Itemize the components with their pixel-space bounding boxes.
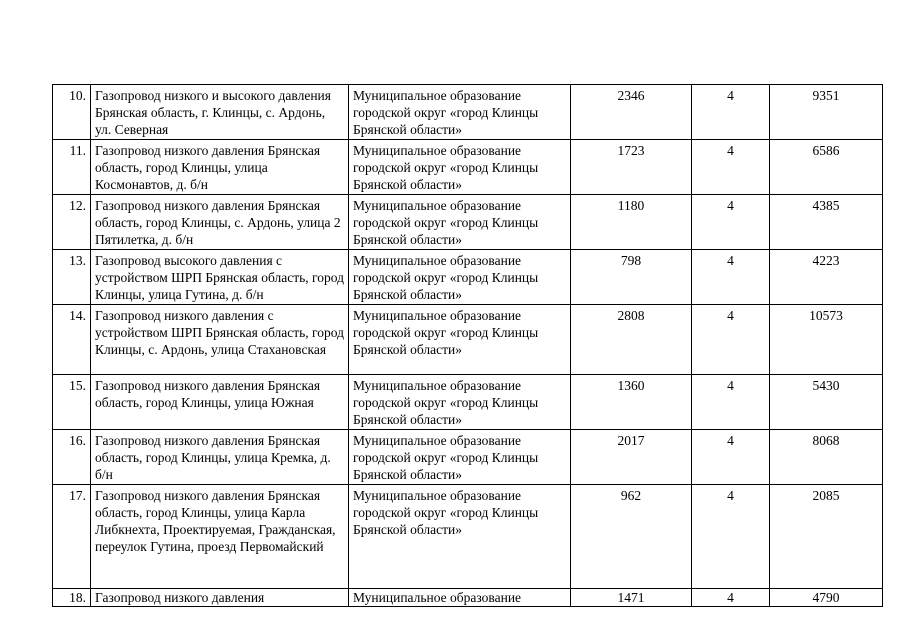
cost-value: 2085 [770, 485, 883, 589]
row-number: 16. [53, 430, 91, 485]
length-value: 1723 [571, 140, 692, 195]
category-value: 4 [692, 250, 770, 305]
object-name: Газопровод низкого и высокого давления Брянская область, г. Клинцы, с. Ардонь, ул. Северная [91, 85, 349, 140]
cost-value: 9351 [770, 85, 883, 140]
category-value: 4 [692, 140, 770, 195]
cost-value: 8068 [770, 430, 883, 485]
length-value: 1471 [571, 589, 692, 607]
table-row [53, 140, 883, 195]
owner-name: Муниципальное образование городской округ «город Клинцы Брянской области» [349, 140, 571, 195]
cost-value: 4385 [770, 195, 883, 250]
table-row [53, 195, 883, 250]
category-value: 4 [692, 589, 770, 607]
category-value: 4 [692, 195, 770, 250]
table-row [53, 375, 883, 430]
object-name: Газопровод низкого давления [91, 589, 349, 607]
row-number: 13. [53, 250, 91, 305]
owner-name: Муниципальное образование городской округ «город Клинцы Брянской области» [349, 195, 571, 250]
object-name: Газопровод низкого давления Брянская область, город Клинцы, улица Космонавтов, д. б/н [91, 140, 349, 195]
cost-value: 4223 [770, 250, 883, 305]
cost-value: 6586 [770, 140, 883, 195]
row-number: 17. [53, 485, 91, 589]
table-row [53, 589, 883, 607]
cost-value: 10573 [770, 305, 883, 375]
row-number: 14. [53, 305, 91, 375]
owner-name: Муниципальное образование [349, 589, 571, 607]
table-row [53, 250, 883, 305]
owner-name: Муниципальное образование городской округ «город Клинцы Брянской области» [349, 375, 571, 430]
object-name: Газопровод высокого давления с устройством ШРП Брянская область, город Клинцы, улица Гутина, д. б/н [91, 250, 349, 305]
table-row [53, 485, 883, 589]
object-name: Газопровод низкого давления с устройством ШРП Брянская область, город Клинцы, с. Ардонь, улица Стахановская [91, 305, 349, 375]
length-value: 798 [571, 250, 692, 305]
row-number: 15. [53, 375, 91, 430]
length-value: 2017 [571, 430, 692, 485]
object-name: Газопровод низкого давления Брянская область, город Клинцы, улица Южная [91, 375, 349, 430]
table-row [53, 85, 883, 140]
owner-name: Муниципальное образование городской округ «город Клинцы Брянской области» [349, 250, 571, 305]
length-value: 2808 [571, 305, 692, 375]
category-value: 4 [692, 305, 770, 375]
row-number: 11. [53, 140, 91, 195]
table-body [53, 85, 883, 607]
category-value: 4 [692, 375, 770, 430]
category-value: 4 [692, 85, 770, 140]
category-value: 4 [692, 485, 770, 589]
row-number: 18. [53, 589, 91, 607]
gas-pipeline-table [52, 84, 883, 607]
length-value: 962 [571, 485, 692, 589]
cost-value: 5430 [770, 375, 883, 430]
owner-name: Муниципальное образование городской округ «город Клинцы Брянской области» [349, 485, 571, 589]
owner-name: Муниципальное образование городской округ «город Клинцы Брянской области» [349, 85, 571, 140]
length-value: 1180 [571, 195, 692, 250]
table-row [53, 430, 883, 485]
object-name: Газопровод низкого давления Брянская область, город Клинцы, улица Карла Либкнехта, Проектируемая, Гражданская, переулок Гутина, проезд Первомайский [91, 485, 349, 589]
length-value: 2346 [571, 85, 692, 140]
owner-name: Муниципальное образование городской округ «город Клинцы Брянской области» [349, 430, 571, 485]
category-value: 4 [692, 430, 770, 485]
row-number: 12. [53, 195, 91, 250]
object-name: Газопровод низкого давления Брянская область, город Клинцы, улица Кремка, д. б/н [91, 430, 349, 485]
owner-name: Муниципальное образование городской округ «город Клинцы Брянской области» [349, 305, 571, 375]
cost-value: 4790 [770, 589, 883, 607]
object-name: Газопровод низкого давления Брянская область, город Клинцы, с. Ардонь, улица 2 Пятилетка, д. б/н [91, 195, 349, 250]
length-value: 1360 [571, 375, 692, 430]
table-row [53, 305, 883, 375]
row-number: 10. [53, 85, 91, 140]
